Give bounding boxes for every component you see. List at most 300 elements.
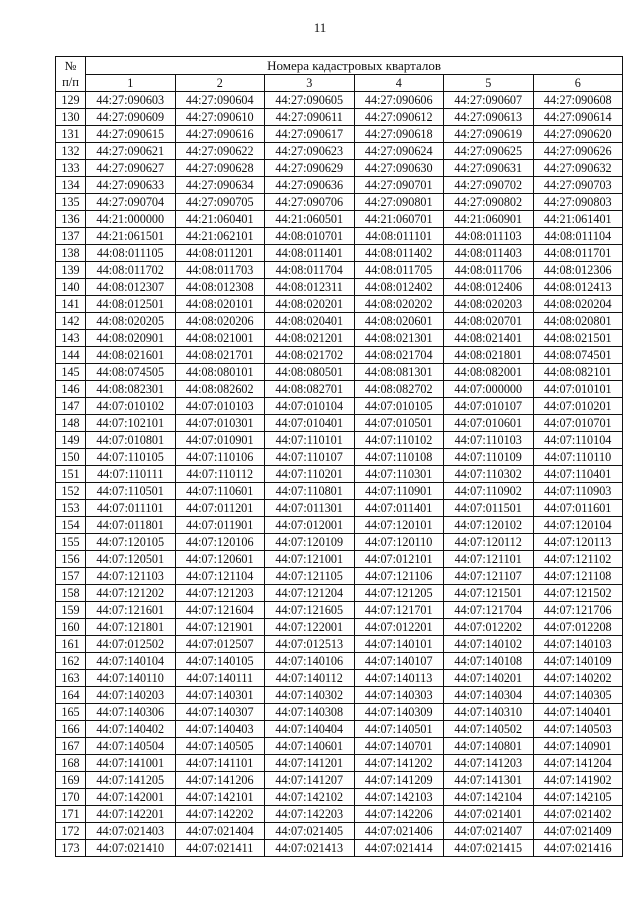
cadastral-number-cell: 44:07:141202 xyxy=(354,755,444,772)
cadastral-number-cell: 44:07:021404 xyxy=(175,823,265,840)
cadastral-number-cell: 44:07:000000 xyxy=(444,381,534,398)
cadastral-number-cell: 44:07:110105 xyxy=(86,449,176,466)
cadastral-number-cell: 44:27:090633 xyxy=(86,177,176,194)
table-row xyxy=(56,211,623,228)
cadastral-number-cell: 44:07:110102 xyxy=(354,432,444,449)
row-number-cell: 164 xyxy=(56,687,86,704)
row-number-cell: 167 xyxy=(56,738,86,755)
cadastral-number-cell: 44:27:090622 xyxy=(175,143,265,160)
row-number-cell: 146 xyxy=(56,381,86,398)
cadastral-number-cell: 44:27:090611 xyxy=(265,109,355,126)
cadastral-number-cell: 44:07:142001 xyxy=(86,789,176,806)
cadastral-number-cell: 44:07:141205 xyxy=(86,772,176,789)
cadastral-number-cell: 44:27:090623 xyxy=(265,143,355,160)
row-number-header xyxy=(56,57,86,92)
cadastral-number-cell: 44:08:011103 xyxy=(444,228,534,245)
cadastral-number-cell: 44:08:020204 xyxy=(533,296,623,313)
cadastral-number-cell: 44:07:011201 xyxy=(175,500,265,517)
cadastral-number-cell: 44:07:010107 xyxy=(444,398,534,415)
cadastral-number-cell: 44:27:090607 xyxy=(444,92,534,109)
cadastral-number-cell: 44:07:010501 xyxy=(354,415,444,432)
cadastral-number-cell: 44:27:090632 xyxy=(533,160,623,177)
table-row xyxy=(56,823,623,840)
cadastral-number-cell: 44:27:090606 xyxy=(354,92,444,109)
cadastral-number-cell: 44:07:010601 xyxy=(444,415,534,432)
cadastral-number-cell: 44:07:021411 xyxy=(175,840,265,857)
cadastral-number-cell: 44:07:110110 xyxy=(533,449,623,466)
cadastral-number-cell: 44:08:011104 xyxy=(533,228,623,245)
row-number-cell: 148 xyxy=(56,415,86,432)
cadastral-number-cell: 44:07:012507 xyxy=(175,636,265,653)
cadastral-number-cell: 44:07:140106 xyxy=(265,653,355,670)
cadastral-number-cell: 44:07:142105 xyxy=(533,789,623,806)
cadastral-number-cell: 44:07:121105 xyxy=(265,568,355,585)
table-row xyxy=(56,160,623,177)
column-header: 2 xyxy=(175,75,265,92)
cadastral-number-cell: 44:21:000000 xyxy=(86,211,176,228)
table-row xyxy=(56,755,623,772)
cadastral-number-cell: 44:08:021701 xyxy=(175,347,265,364)
cadastral-number-cell: 44:07:121108 xyxy=(533,568,623,585)
cadastral-number-cell: 44:08:020601 xyxy=(354,313,444,330)
cadastral-number-cell: 44:08:021704 xyxy=(354,347,444,364)
cadastral-number-cell: 44:07:142203 xyxy=(265,806,355,823)
cadastral-number-cell: 44:07:140402 xyxy=(86,721,176,738)
cadastral-number-cell: 44:07:012201 xyxy=(354,619,444,636)
cadastral-number-cell: 44:07:012502 xyxy=(86,636,176,653)
cadastral-number-cell: 44:27:090616 xyxy=(175,126,265,143)
cadastral-number-cell: 44:08:012306 xyxy=(533,262,623,279)
row-number-cell: 170 xyxy=(56,789,86,806)
row-number-cell: 155 xyxy=(56,534,86,551)
cadastral-number-cell: 44:08:081301 xyxy=(354,364,444,381)
cadastral-number-cell: 44:07:140305 xyxy=(533,687,623,704)
cadastral-number-cell: 44:07:140102 xyxy=(444,636,534,653)
row-number-header-bottom: п/п xyxy=(62,75,79,89)
cadastral-number-cell: 44:07:140301 xyxy=(175,687,265,704)
cadastral-number-cell: 44:07:110201 xyxy=(265,466,355,483)
table-row xyxy=(56,466,623,483)
cadastral-number-cell: 44:07:140303 xyxy=(354,687,444,704)
cadastral-number-cell: 44:08:012501 xyxy=(86,296,176,313)
cadastral-number-cell: 44:07:010801 xyxy=(86,432,176,449)
cadastral-number-cell: 44:08:011401 xyxy=(265,245,355,262)
table-row xyxy=(56,347,623,364)
cadastral-number-cell: 44:07:142102 xyxy=(265,789,355,806)
cadastral-number-cell: 44:07:141206 xyxy=(175,772,265,789)
cadastral-number-cell: 44:07:141902 xyxy=(533,772,623,789)
row-number-cell: 144 xyxy=(56,347,86,364)
cadastral-number-cell: 44:07:110112 xyxy=(175,466,265,483)
table-row xyxy=(56,143,623,160)
cadastral-number-cell: 44:07:010104 xyxy=(265,398,355,415)
cadastral-number-cell: 44:07:140801 xyxy=(444,738,534,755)
cadastral-number-cell: 44:07:110601 xyxy=(175,483,265,500)
cadastral-number-cell: 44:07:140701 xyxy=(354,738,444,755)
row-number-cell: 159 xyxy=(56,602,86,619)
cadastral-number-cell: 44:07:010103 xyxy=(175,398,265,415)
cadastral-number-cell: 44:27:090631 xyxy=(444,160,534,177)
table-row xyxy=(56,568,623,585)
cadastral-number-cell: 44:07:021409 xyxy=(533,823,623,840)
table-row xyxy=(56,653,623,670)
table-row xyxy=(56,687,623,704)
cadastral-number-cell: 44:08:082702 xyxy=(354,381,444,398)
table-row xyxy=(56,602,623,619)
cadastral-number-cell: 44:27:090619 xyxy=(444,126,534,143)
cadastral-number-cell: 44:07:011801 xyxy=(86,517,176,534)
cadastral-number-cell: 44:08:012308 xyxy=(175,279,265,296)
row-number-cell: 158 xyxy=(56,585,86,602)
cadastral-number-cell: 44:27:090612 xyxy=(354,109,444,126)
cadastral-number-cell: 44:07:140112 xyxy=(265,670,355,687)
table-row xyxy=(56,415,623,432)
cadastral-number-cell: 44:07:140901 xyxy=(533,738,623,755)
cadastral-number-cell: 44:07:121605 xyxy=(265,602,355,619)
table-row xyxy=(56,738,623,755)
cadastral-number-cell: 44:07:110501 xyxy=(86,483,176,500)
cadastral-number-cell: 44:07:120112 xyxy=(444,534,534,551)
row-number-cell: 169 xyxy=(56,772,86,789)
cadastral-number-cell: 44:08:011201 xyxy=(175,245,265,262)
cadastral-number-cell: 44:07:121001 xyxy=(265,551,355,568)
cadastral-number-cell: 44:27:090627 xyxy=(86,160,176,177)
cadastral-number-cell: 44:07:140502 xyxy=(444,721,534,738)
cadastral-number-cell: 44:07:142206 xyxy=(354,806,444,823)
cadastral-number-cell: 44:07:121501 xyxy=(444,585,534,602)
cadastral-number-cell: 44:08:020203 xyxy=(444,296,534,313)
cadastral-number-cell: 44:07:120109 xyxy=(265,534,355,551)
cadastral-number-cell: 44:07:121205 xyxy=(354,585,444,602)
row-number-cell: 153 xyxy=(56,500,86,517)
row-number-cell: 141 xyxy=(56,296,86,313)
row-number-cell: 150 xyxy=(56,449,86,466)
row-number-cell: 149 xyxy=(56,432,86,449)
row-number-cell: 157 xyxy=(56,568,86,585)
cadastral-number-cell: 44:08:011105 xyxy=(86,245,176,262)
cadastral-number-cell: 44:27:090624 xyxy=(354,143,444,160)
cadastral-number-cell: 44:07:121901 xyxy=(175,619,265,636)
column-header: 3 xyxy=(265,75,355,92)
table-header xyxy=(56,57,623,92)
cadastral-number-cell: 44:07:142103 xyxy=(354,789,444,806)
cadastral-number-cell: 44:27:090702 xyxy=(444,177,534,194)
cadastral-number-cell: 44:07:021401 xyxy=(444,806,534,823)
cadastral-number-cell: 44:21:060701 xyxy=(354,211,444,228)
cadastral-number-cell: 44:27:090802 xyxy=(444,194,534,211)
cadastral-number-cell: 44:07:140501 xyxy=(354,721,444,738)
cadastral-number-cell: 44:07:121706 xyxy=(533,602,623,619)
cadastral-number-cell: 44:27:090608 xyxy=(533,92,623,109)
cadastral-number-cell: 44:07:141301 xyxy=(444,772,534,789)
cadastral-number-cell: 44:07:121601 xyxy=(86,602,176,619)
cadastral-number-cell: 44:27:090618 xyxy=(354,126,444,143)
table-row xyxy=(56,551,623,568)
cadastral-number-cell: 44:07:110103 xyxy=(444,432,534,449)
table-row xyxy=(56,534,623,551)
cadastral-number-cell: 44:07:120102 xyxy=(444,517,534,534)
cadastral-number-cell: 44:27:090706 xyxy=(265,194,355,211)
table-row xyxy=(56,806,623,823)
cadastral-number-cell: 44:07:110107 xyxy=(265,449,355,466)
cadastral-number-cell: 44:07:141101 xyxy=(175,755,265,772)
cadastral-number-cell: 44:07:140304 xyxy=(444,687,534,704)
cadastral-number-cell: 44:27:090703 xyxy=(533,177,623,194)
cadastral-number-cell: 44:07:121801 xyxy=(86,619,176,636)
cadastral-number-cell: 44:27:090704 xyxy=(86,194,176,211)
cadastral-number-cell: 44:08:080501 xyxy=(265,364,355,381)
cadastral-number-cell: 44:07:140505 xyxy=(175,738,265,755)
table-row xyxy=(56,704,623,721)
cadastral-number-cell: 44:21:060501 xyxy=(265,211,355,228)
row-number-cell: 133 xyxy=(56,160,86,177)
cadastral-number-cell: 44:07:021413 xyxy=(265,840,355,857)
cadastral-number-cell: 44:08:011703 xyxy=(175,262,265,279)
table-row xyxy=(56,789,623,806)
row-number-cell: 132 xyxy=(56,143,86,160)
cadastral-number-cell: 44:08:021801 xyxy=(444,347,534,364)
cadastral-number-cell: 44:07:122001 xyxy=(265,619,355,636)
cadastral-number-cell: 44:07:141001 xyxy=(86,755,176,772)
cadastral-number-cell: 44:07:140108 xyxy=(444,653,534,670)
cadastral-number-cell: 44:07:140113 xyxy=(354,670,444,687)
table-row xyxy=(56,262,623,279)
cadastral-number-cell: 44:07:121701 xyxy=(354,602,444,619)
cadastral-number-cell: 44:07:021403 xyxy=(86,823,176,840)
table-row xyxy=(56,670,623,687)
table-row xyxy=(56,313,623,330)
cadastral-number-cell: 44:07:141207 xyxy=(265,772,355,789)
cadastral-number-cell: 44:07:010101 xyxy=(533,381,623,398)
cadastral-number-cell: 44:07:121502 xyxy=(533,585,623,602)
cadastral-number-cell: 44:27:090604 xyxy=(175,92,265,109)
table-row xyxy=(56,228,623,245)
table-row xyxy=(56,398,623,415)
cadastral-number-cell: 44:07:140302 xyxy=(265,687,355,704)
cadastral-number-cell: 44:07:140601 xyxy=(265,738,355,755)
cadastral-number-cell: 44:21:060401 xyxy=(175,211,265,228)
cadastral-number-cell: 44:07:110401 xyxy=(533,466,623,483)
cadastral-quarters-table xyxy=(55,56,623,857)
cadastral-number-cell: 44:07:011101 xyxy=(86,500,176,517)
cadastral-number-cell: 44:07:140309 xyxy=(354,704,444,721)
cadastral-number-cell: 44:27:090617 xyxy=(265,126,355,143)
cadastral-number-cell: 44:27:090636 xyxy=(265,177,355,194)
cadastral-number-cell: 44:27:090605 xyxy=(265,92,355,109)
row-number-cell: 172 xyxy=(56,823,86,840)
row-number-cell: 137 xyxy=(56,228,86,245)
cadastral-number-cell: 44:07:121204 xyxy=(265,585,355,602)
cadastral-number-cell: 44:08:011403 xyxy=(444,245,534,262)
cadastral-number-cell: 44:08:011705 xyxy=(354,262,444,279)
cadastral-number-cell: 44:08:020205 xyxy=(86,313,176,330)
cadastral-number-cell: 44:07:140203 xyxy=(86,687,176,704)
cadastral-number-cell: 44:07:110301 xyxy=(354,466,444,483)
cadastral-number-cell: 44:27:090701 xyxy=(354,177,444,194)
cadastral-number-cell: 44:07:110302 xyxy=(444,466,534,483)
cadastral-number-cell: 44:07:110108 xyxy=(354,449,444,466)
row-number-cell: 130 xyxy=(56,109,86,126)
row-number-cell: 165 xyxy=(56,704,86,721)
cadastral-number-cell: 44:07:021416 xyxy=(533,840,623,857)
cadastral-number-cell: 44:21:060901 xyxy=(444,211,534,228)
cadastral-number-cell: 44:21:061501 xyxy=(86,228,176,245)
cadastral-number-cell: 44:07:120106 xyxy=(175,534,265,551)
column-header: 4 xyxy=(354,75,444,92)
cadastral-number-cell: 44:07:140403 xyxy=(175,721,265,738)
cadastral-number-cell: 44:07:011301 xyxy=(265,500,355,517)
cadastral-number-cell: 44:07:021405 xyxy=(265,823,355,840)
cadastral-number-cell: 44:08:074505 xyxy=(86,364,176,381)
cadastral-number-cell: 44:07:140201 xyxy=(444,670,534,687)
cadastral-number-cell: 44:07:012202 xyxy=(444,619,534,636)
cadastral-number-cell: 44:07:012101 xyxy=(354,551,444,568)
table-row xyxy=(56,840,623,857)
cadastral-number-cell: 44:07:140103 xyxy=(533,636,623,653)
cadastral-number-cell: 44:07:010401 xyxy=(265,415,355,432)
table-row xyxy=(56,177,623,194)
row-number-cell: 143 xyxy=(56,330,86,347)
row-number-cell: 136 xyxy=(56,211,86,228)
row-number-header-top: № xyxy=(64,59,77,73)
cadastral-number-cell: 44:08:080101 xyxy=(175,364,265,381)
cadastral-number-cell: 44:07:121103 xyxy=(86,568,176,585)
cadastral-number-cell: 44:07:121106 xyxy=(354,568,444,585)
cadastral-number-cell: 44:08:082001 xyxy=(444,364,534,381)
table-row xyxy=(56,126,623,143)
cadastral-number-cell: 44:07:010901 xyxy=(175,432,265,449)
row-number-cell: 160 xyxy=(56,619,86,636)
cadastral-number-cell: 44:08:021201 xyxy=(265,330,355,347)
cadastral-number-cell: 44:08:011704 xyxy=(265,262,355,279)
cadastral-number-cell: 44:08:020701 xyxy=(444,313,534,330)
cadastral-number-cell: 44:07:120601 xyxy=(175,551,265,568)
row-number-cell: 145 xyxy=(56,364,86,381)
cadastral-number-cell: 44:08:020901 xyxy=(86,330,176,347)
cadastral-number-cell: 44:07:011501 xyxy=(444,500,534,517)
cadastral-number-cell: 44:27:090625 xyxy=(444,143,534,160)
cadastral-number-cell: 44:27:090801 xyxy=(354,194,444,211)
cadastral-number-cell: 44:08:021601 xyxy=(86,347,176,364)
table-row xyxy=(56,636,623,653)
row-number-cell: 154 xyxy=(56,517,86,534)
cadastral-number-cell: 44:07:011601 xyxy=(533,500,623,517)
table-row xyxy=(56,585,623,602)
cadastral-number-cell: 44:07:021407 xyxy=(444,823,534,840)
column-header: 5 xyxy=(444,75,534,92)
cadastral-number-cell: 44:08:011701 xyxy=(533,245,623,262)
row-number-cell: 147 xyxy=(56,398,86,415)
cadastral-number-cell: 44:08:011702 xyxy=(86,262,176,279)
cadastral-number-cell: 44:07:121104 xyxy=(175,568,265,585)
row-number-cell: 171 xyxy=(56,806,86,823)
cadastral-number-cell: 44:07:140101 xyxy=(354,636,444,653)
row-number-cell: 173 xyxy=(56,840,86,857)
row-number-cell: 156 xyxy=(56,551,86,568)
table-row xyxy=(56,92,623,109)
cadastral-number-cell: 44:07:140111 xyxy=(175,670,265,687)
cadastral-number-cell: 44:08:020206 xyxy=(175,313,265,330)
row-number-cell: 129 xyxy=(56,92,86,109)
cadastral-number-cell: 44:08:012402 xyxy=(354,279,444,296)
cadastral-number-cell: 44:07:110902 xyxy=(444,483,534,500)
cadastral-number-cell: 44:07:121202 xyxy=(86,585,176,602)
table-row xyxy=(56,245,623,262)
cadastral-number-cell: 44:08:074501 xyxy=(533,347,623,364)
cadastral-number-cell: 44:07:110111 xyxy=(86,466,176,483)
table-row xyxy=(56,619,623,636)
cadastral-number-cell: 44:07:121107 xyxy=(444,568,534,585)
page-number: 11 xyxy=(313,20,327,35)
cadastral-number-cell: 44:27:090603 xyxy=(86,92,176,109)
cadastral-number-cell: 44:27:090613 xyxy=(444,109,534,126)
row-number-cell: 151 xyxy=(56,466,86,483)
cadastral-number-cell: 44:08:021301 xyxy=(354,330,444,347)
cadastral-number-cell: 44:07:121704 xyxy=(444,602,534,619)
cadastral-number-cell: 44:07:140308 xyxy=(265,704,355,721)
cadastral-number-cell: 44:07:140307 xyxy=(175,704,265,721)
cadastral-number-cell: 44:21:061401 xyxy=(533,211,623,228)
cadastral-number-cell: 44:27:090705 xyxy=(175,194,265,211)
cadastral-number-cell: 44:27:090628 xyxy=(175,160,265,177)
row-number-cell: 162 xyxy=(56,653,86,670)
cadastral-number-cell: 44:07:120101 xyxy=(354,517,444,534)
cadastral-number-cell: 44:27:090630 xyxy=(354,160,444,177)
cadastral-number-cell: 44:07:021415 xyxy=(444,840,534,857)
cadastral-number-cell: 44:08:011706 xyxy=(444,262,534,279)
cadastral-number-cell: 44:07:120113 xyxy=(533,534,623,551)
cadastral-number-cell: 44:08:011101 xyxy=(354,228,444,245)
cadastral-number-cell: 44:08:082701 xyxy=(265,381,355,398)
cadastral-number-cell: 44:07:021402 xyxy=(533,806,623,823)
cadastral-number-cell: 44:27:090610 xyxy=(175,109,265,126)
cadastral-number-cell: 44:08:020201 xyxy=(265,296,355,313)
row-number-cell: 166 xyxy=(56,721,86,738)
row-number-cell: 140 xyxy=(56,279,86,296)
table-row xyxy=(56,483,623,500)
cadastral-number-cell: 44:27:090634 xyxy=(175,177,265,194)
cadastral-number-cell: 44:07:140104 xyxy=(86,653,176,670)
table-row xyxy=(56,109,623,126)
cadastral-number-cell: 44:07:121203 xyxy=(175,585,265,602)
table-row xyxy=(56,432,623,449)
row-number-cell: 138 xyxy=(56,245,86,262)
cadastral-number-cell: 44:07:140504 xyxy=(86,738,176,755)
cadastral-number-cell: 44:07:110801 xyxy=(265,483,355,500)
table-body xyxy=(56,92,623,857)
cadastral-number-cell: 44:21:062101 xyxy=(175,228,265,245)
row-number-cell: 163 xyxy=(56,670,86,687)
table-row xyxy=(56,296,623,313)
table-row xyxy=(56,500,623,517)
cadastral-number-cell: 44:07:021410 xyxy=(86,840,176,857)
cadastral-number-cell: 44:27:090615 xyxy=(86,126,176,143)
cadastral-number-cell: 44:07:120501 xyxy=(86,551,176,568)
cadastral-number-cell: 44:08:020101 xyxy=(175,296,265,313)
table-row xyxy=(56,330,623,347)
cadastral-number-cell: 44:07:012513 xyxy=(265,636,355,653)
cadastral-number-cell: 44:27:090803 xyxy=(533,194,623,211)
cadastral-number-cell: 44:08:020401 xyxy=(265,313,355,330)
cadastral-number-cell: 44:08:021702 xyxy=(265,347,355,364)
row-number-cell: 139 xyxy=(56,262,86,279)
cadastral-number-cell: 44:07:102101 xyxy=(86,415,176,432)
cadastral-number-cell: 44:08:010701 xyxy=(265,228,355,245)
cadastral-number-cell: 44:08:021501 xyxy=(533,330,623,347)
cadastral-number-cell: 44:07:010701 xyxy=(533,415,623,432)
cadastral-number-cell: 44:07:012001 xyxy=(265,517,355,534)
row-number-cell: 134 xyxy=(56,177,86,194)
